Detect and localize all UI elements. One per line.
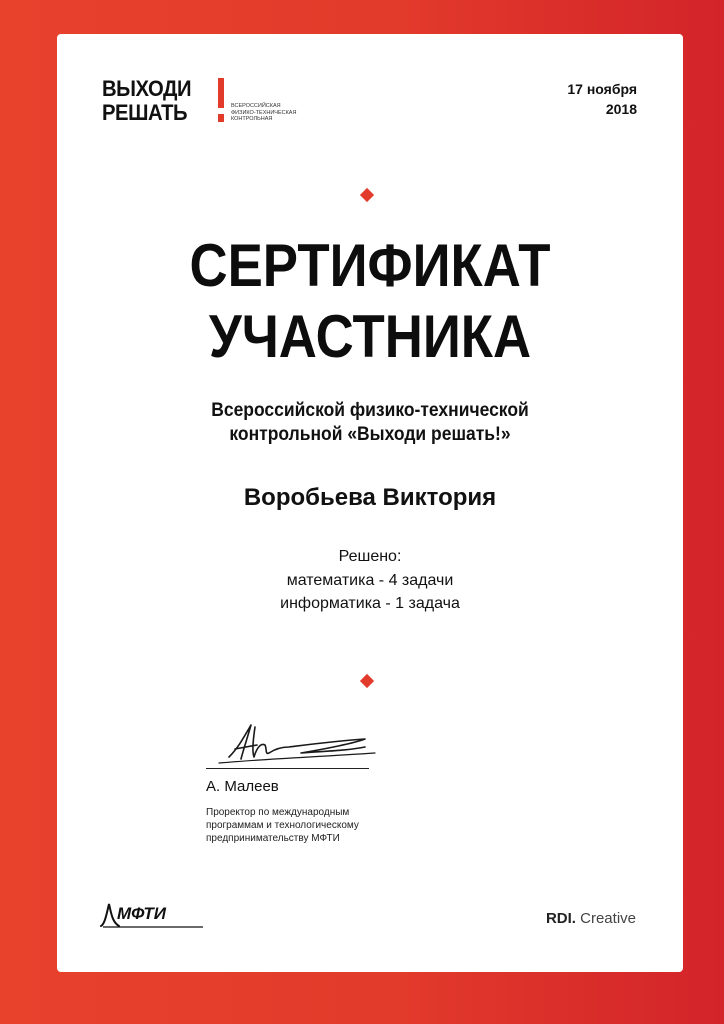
diamond-ornament-top xyxy=(360,188,374,202)
logo-exclamation-dot xyxy=(218,114,224,122)
mfti-logo-text: МФТИ xyxy=(117,904,166,923)
logo-caption-line: ФИЗИКО-ТЕХНИЧЕСКАЯ xyxy=(231,109,297,116)
participant-name: Воробьева Виктория xyxy=(243,484,497,511)
signature-line xyxy=(206,768,369,769)
logo-text-line2: РЕШАТЬ xyxy=(102,100,188,125)
date-year: 2018 xyxy=(605,101,637,117)
signer-role-line: Проректор по международным xyxy=(206,807,350,818)
logo-caption-line: КОНТРОЛЬНАЯ xyxy=(231,116,273,122)
certificate-card xyxy=(57,34,683,972)
mfti-logo-underline-icon xyxy=(99,900,209,930)
result-item: информатика - 1 задача xyxy=(280,595,460,612)
diamond-ornament-bottom xyxy=(360,674,374,688)
rdi-logo-bold: RDI. xyxy=(545,910,576,927)
certificate-title-line2: УЧАСТНИКА xyxy=(208,303,532,370)
rdi-logo-regular: Creative xyxy=(575,910,636,927)
logo-caption xyxy=(231,103,321,123)
logo-exclamation-bar xyxy=(218,78,224,108)
certificate-date xyxy=(567,79,637,119)
result-item: математика - 4 задачи xyxy=(286,572,454,589)
mfti-logo xyxy=(99,900,209,930)
signer-role-line: программам и технологическому xyxy=(206,820,359,831)
signer-role xyxy=(206,806,359,845)
results-heading: Решено: xyxy=(338,548,402,565)
certificate-title-line1: СЕРТИФИКАТ xyxy=(189,232,551,299)
logo-text-line1: ВЫХОДИ xyxy=(102,76,192,101)
date-day-month: 17 ноября xyxy=(567,81,637,97)
event-subtitle-line2: контрольной «Выходи решать!» xyxy=(229,424,511,445)
rdi-creative-logo xyxy=(546,910,636,927)
event-logo xyxy=(102,76,312,136)
event-subtitle-line1: Всероссийской физико-технической xyxy=(211,400,529,421)
signature-image xyxy=(205,717,385,767)
signer-role-line: предпринимательству МФТИ xyxy=(206,833,340,844)
logo-caption-line: ВСЕРОССИЙСКАЯ xyxy=(231,103,281,109)
signer-name: А. Малеев xyxy=(206,778,279,795)
